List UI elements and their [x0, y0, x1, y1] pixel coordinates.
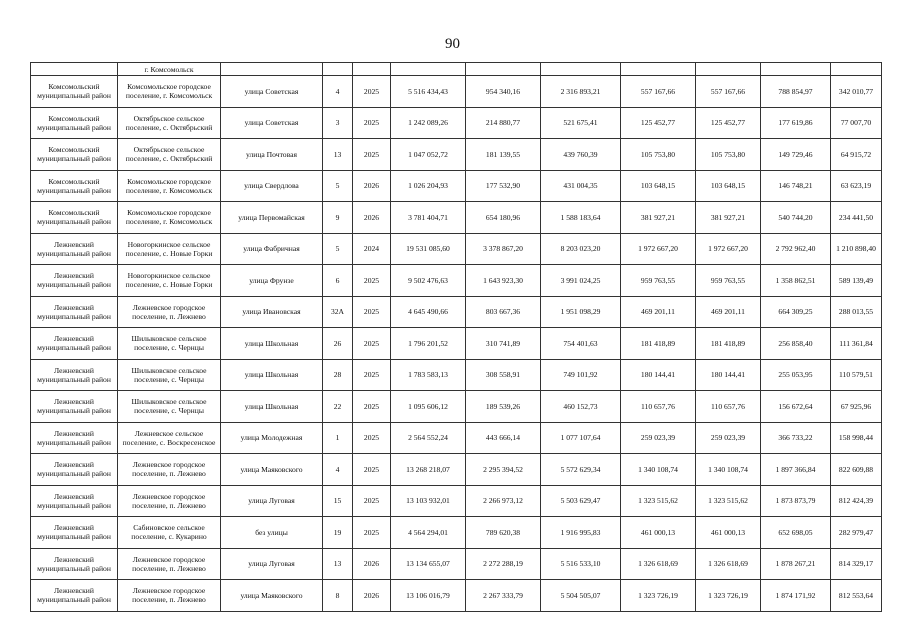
cell-cost-col-5: 1 323 515,62 — [696, 485, 761, 517]
cell-cost-col-4: 103 648,15 — [621, 170, 696, 202]
cell-settlement: Новогоркинское сельское поселение, с. Новые Горки — [118, 265, 221, 297]
cell-settlement: Шилыковское сельское поселение, с. Чернцы — [118, 328, 221, 360]
cell-district: Лежневский муниципальный район — [31, 580, 118, 612]
cell-year: 2026 — [353, 548, 391, 580]
cell-district — [31, 63, 118, 76]
table-row — [31, 170, 882, 202]
cell-house-number: 13 — [323, 548, 353, 580]
cell-cost-col-2: 2 295 394,52 — [466, 454, 541, 486]
cell-cost-col-3: 439 760,39 — [541, 139, 621, 171]
cell-street: улица Фрунзе — [221, 265, 323, 297]
cell-year: 2025 — [353, 76, 391, 108]
cell-cost-col-4: 110 657,76 — [621, 391, 696, 423]
table-row — [31, 391, 882, 423]
cell-house-number: 6 — [323, 265, 353, 297]
cell-district: Лежневский муниципальный район — [31, 359, 118, 391]
cell-settlement: Комсомольское городское поселение, г. Комсомольск — [118, 76, 221, 108]
cell-cost-col-5: 103 648,15 — [696, 170, 761, 202]
cell-cost-col-6: 1 358 862,51 — [761, 265, 831, 297]
cell-district: Комсомольский муниципальный район — [31, 107, 118, 139]
cell-cost-col-6: 366 733,22 — [761, 422, 831, 454]
cell-cost-col-7: 64 915,72 — [831, 139, 882, 171]
cell-district: Лежневский муниципальный район — [31, 517, 118, 549]
cell-year: 2024 — [353, 233, 391, 265]
cell-cost-col-5: 461 000,13 — [696, 517, 761, 549]
cell-cost-col-3: 1 916 995,83 — [541, 517, 621, 549]
cell-cost-col-2: 1 643 923,30 — [466, 265, 541, 297]
cell-cost-col-7: 111 361,84 — [831, 328, 882, 360]
table-row — [31, 517, 882, 549]
cell-cost-col-4: 469 201,11 — [621, 296, 696, 328]
cell-street: улица Школьная — [221, 391, 323, 423]
cell-street: улица Советская — [221, 76, 323, 108]
table-row — [31, 233, 882, 265]
cell-house-number: 9 — [323, 202, 353, 234]
cell-cost-col-7: 814 329,17 — [831, 548, 882, 580]
cell-cost-col-5: 1 972 667,20 — [696, 233, 761, 265]
cell-cost-col-4: 180 144,41 — [621, 359, 696, 391]
table-row — [31, 63, 882, 76]
cell-year: 2025 — [353, 422, 391, 454]
cell-cost-col-3: 1 077 107,64 — [541, 422, 621, 454]
cell-total-cost: 1 095 606,12 — [391, 391, 466, 423]
cell-cost-col-5: 125 452,77 — [696, 107, 761, 139]
table-row — [31, 328, 882, 360]
cell-total-cost: 3 781 404,71 — [391, 202, 466, 234]
cell-district: Лежневский муниципальный район — [31, 265, 118, 297]
cell-street: улица Школьная — [221, 359, 323, 391]
cell-street: улица Маяковского — [221, 454, 323, 486]
cell-house-number: 1 — [323, 422, 353, 454]
cell-cost-col-2: 2 266 973,12 — [466, 485, 541, 517]
cell-district: Лежневский муниципальный район — [31, 422, 118, 454]
cell-cost-col-2: 803 667,36 — [466, 296, 541, 328]
cell-cost-col-3: 754 401,63 — [541, 328, 621, 360]
cell-total-cost: 1 047 052,72 — [391, 139, 466, 171]
cell-cost-col-2: 189 539,26 — [466, 391, 541, 423]
table-row — [31, 422, 882, 454]
table-row — [31, 139, 882, 171]
cell-cost-col-7: 158 998,44 — [831, 422, 882, 454]
cell-cost-col-4: 1 340 108,74 — [621, 454, 696, 486]
cell-settlement: Октябрьское сельское поселение, с. Октябрьский — [118, 139, 221, 171]
cell-street: улица Ивановская — [221, 296, 323, 328]
cell-cost-col-3: 1 951 098,29 — [541, 296, 621, 328]
cell-cost-col-7: 822 609,88 — [831, 454, 882, 486]
table-row — [31, 107, 882, 139]
cell-cost-col-3: 460 152,73 — [541, 391, 621, 423]
cell-district: Комсомольский муниципальный район — [31, 202, 118, 234]
cell-house-number: 28 — [323, 359, 353, 391]
cell-house-number: 3 — [323, 107, 353, 139]
cell-cost-col-5: 259 023,39 — [696, 422, 761, 454]
cell-district: Лежневский муниципальный район — [31, 485, 118, 517]
cell-total-cost: 4 564 294,01 — [391, 517, 466, 549]
cell-district: Лежневский муниципальный район — [31, 548, 118, 580]
cell-house-number: 32А — [323, 296, 353, 328]
cell-cost-col-7: 812 424,39 — [831, 485, 882, 517]
cell-street: улица Первомайская — [221, 202, 323, 234]
cell-cost-col-6: 664 309,25 — [761, 296, 831, 328]
cell-cost-col-7 — [831, 63, 882, 76]
cell-cost-col-6 — [761, 63, 831, 76]
cell-cost-col-3: 2 316 893,21 — [541, 76, 621, 108]
cell-cost-col-2: 443 666,14 — [466, 422, 541, 454]
cell-cost-col-6: 177 619,86 — [761, 107, 831, 139]
cell-cost-col-3: 431 004,35 — [541, 170, 621, 202]
cell-cost-col-7: 77 007,70 — [831, 107, 882, 139]
cell-district: Лежневский муниципальный район — [31, 328, 118, 360]
cell-cost-col-2 — [466, 63, 541, 76]
table-row — [31, 296, 882, 328]
cell-cost-col-2: 2 272 288,19 — [466, 548, 541, 580]
cell-cost-col-4: 125 452,77 — [621, 107, 696, 139]
cell-settlement: Шилыковское сельское поселение, с. Чернцы — [118, 391, 221, 423]
cell-year: 2025 — [353, 359, 391, 391]
cell-cost-col-7: 812 553,64 — [831, 580, 882, 612]
cell-street: улица Луговая — [221, 548, 323, 580]
cell-settlement: Лежневское городское поселение, п. Лежнево — [118, 485, 221, 517]
cell-cost-col-4: 381 927,21 — [621, 202, 696, 234]
table-row — [31, 265, 882, 297]
cell-year: 2025 — [353, 391, 391, 423]
cell-cost-col-6: 1 873 873,79 — [761, 485, 831, 517]
cell-cost-col-4: 557 167,66 — [621, 76, 696, 108]
cell-cost-col-5 — [696, 63, 761, 76]
cell-street: без улицы — [221, 517, 323, 549]
cell-house-number: 26 — [323, 328, 353, 360]
cell-cost-col-7: 342 010,77 — [831, 76, 882, 108]
cell-settlement: Шилыковское сельское поселение, с. Чернцы — [118, 359, 221, 391]
cell-cost-col-6: 156 672,64 — [761, 391, 831, 423]
cell-total-cost: 5 516 434,43 — [391, 76, 466, 108]
cell-cost-col-7: 63 623,19 — [831, 170, 882, 202]
cell-cost-col-4: 259 023,39 — [621, 422, 696, 454]
cell-year: 2025 — [353, 296, 391, 328]
cell-district: Комсомольский муниципальный район — [31, 76, 118, 108]
cell-street: улица Фабричная — [221, 233, 323, 265]
table-row — [31, 359, 882, 391]
table-row — [31, 454, 882, 486]
cell-settlement: Лежневское городское поселение, п. Лежнево — [118, 548, 221, 580]
cell-year: 2026 — [353, 170, 391, 202]
cell-total-cost: 1 796 201,52 — [391, 328, 466, 360]
cell-settlement: Комсомольское городское поселение, г. Комсомольск — [118, 170, 221, 202]
cell-cost-col-5: 469 201,11 — [696, 296, 761, 328]
cell-year: 2025 — [353, 265, 391, 297]
cell-cost-col-5: 110 657,76 — [696, 391, 761, 423]
cell-cost-col-4: 959 763,55 — [621, 265, 696, 297]
cell-year: 2025 — [353, 139, 391, 171]
cell-cost-col-3: 5 504 505,07 — [541, 580, 621, 612]
cell-cost-col-3: 5 516 533,10 — [541, 548, 621, 580]
cell-street — [221, 63, 323, 76]
cell-district: Лежневский муниципальный район — [31, 391, 118, 423]
cell-year: 2025 — [353, 517, 391, 549]
cell-cost-col-6: 2 792 962,40 — [761, 233, 831, 265]
cell-cost-col-2: 789 620,38 — [466, 517, 541, 549]
cell-total-cost: 1 783 583,13 — [391, 359, 466, 391]
cell-total-cost: 13 134 655,07 — [391, 548, 466, 580]
cell-cost-col-7: 589 139,49 — [831, 265, 882, 297]
cell-house-number: 8 — [323, 580, 353, 612]
cell-cost-col-5: 1 340 108,74 — [696, 454, 761, 486]
cell-cost-col-6: 146 748,21 — [761, 170, 831, 202]
cell-cost-col-7: 110 579,51 — [831, 359, 882, 391]
cell-total-cost: 13 106 016,79 — [391, 580, 466, 612]
cell-cost-col-6: 255 053,95 — [761, 359, 831, 391]
cell-cost-col-6: 256 858,40 — [761, 328, 831, 360]
cell-settlement: г. Комсомольск — [118, 63, 221, 76]
cell-street: улица Луговая — [221, 485, 323, 517]
cell-cost-col-2: 214 880,77 — [466, 107, 541, 139]
cell-cost-col-6: 788 854,97 — [761, 76, 831, 108]
cell-cost-col-3: 8 203 023,20 — [541, 233, 621, 265]
cell-settlement: Лежневское городское поселение, п. Лежнево — [118, 296, 221, 328]
cell-total-cost: 1 026 204,93 — [391, 170, 466, 202]
cell-total-cost: 13 268 218,07 — [391, 454, 466, 486]
cell-cost-col-2: 310 741,89 — [466, 328, 541, 360]
cell-cost-col-2: 2 267 333,79 — [466, 580, 541, 612]
cell-cost-col-2: 954 340,16 — [466, 76, 541, 108]
cell-cost-col-6: 149 729,46 — [761, 139, 831, 171]
cell-year — [353, 63, 391, 76]
cell-cost-col-3: 749 101,92 — [541, 359, 621, 391]
cell-cost-col-3: 5 503 629,47 — [541, 485, 621, 517]
cell-cost-col-5: 180 144,41 — [696, 359, 761, 391]
cell-street: улица Молодежная — [221, 422, 323, 454]
cell-cost-col-6: 1 897 366,84 — [761, 454, 831, 486]
cell-total-cost: 13 103 932,01 — [391, 485, 466, 517]
cell-house-number — [323, 63, 353, 76]
cell-district: Комсомольский муниципальный район — [31, 170, 118, 202]
cell-cost-col-4 — [621, 63, 696, 76]
cell-settlement: Новогоркинское сельское поселение, с. Новые Горки — [118, 233, 221, 265]
cell-cost-col-4: 1 972 667,20 — [621, 233, 696, 265]
cell-cost-col-3: 1 588 183,64 — [541, 202, 621, 234]
table-row — [31, 76, 882, 108]
cell-house-number: 4 — [323, 76, 353, 108]
cell-district: Комсомольский муниципальный район — [31, 139, 118, 171]
cell-cost-col-5: 181 418,89 — [696, 328, 761, 360]
cell-total-cost: 9 502 476,63 — [391, 265, 466, 297]
table-row — [31, 580, 882, 612]
cell-street: улица Школьная — [221, 328, 323, 360]
page-number: 90 — [445, 36, 460, 52]
cell-cost-col-2: 654 180,96 — [466, 202, 541, 234]
cell-total-cost — [391, 63, 466, 76]
cell-house-number: 5 — [323, 233, 353, 265]
cell-house-number: 4 — [323, 454, 353, 486]
cell-house-number: 15 — [323, 485, 353, 517]
cell-cost-col-3 — [541, 63, 621, 76]
cell-cost-col-4: 1 326 618,69 — [621, 548, 696, 580]
cell-year: 2026 — [353, 580, 391, 612]
cell-total-cost: 1 242 089,26 — [391, 107, 466, 139]
cell-street: улица Почтовая — [221, 139, 323, 171]
cell-cost-col-6: 652 698,05 — [761, 517, 831, 549]
cell-settlement: Сабиновское сельское поселение, с. Кукарино — [118, 517, 221, 549]
cell-cost-col-2: 177 532,90 — [466, 170, 541, 202]
cell-cost-col-6: 1 874 171,92 — [761, 580, 831, 612]
cell-house-number: 19 — [323, 517, 353, 549]
cell-cost-col-7: 282 979,47 — [831, 517, 882, 549]
cell-cost-col-5: 1 323 726,19 — [696, 580, 761, 612]
cell-cost-col-5: 959 763,55 — [696, 265, 761, 297]
table-row — [31, 485, 882, 517]
cell-year: 2025 — [353, 107, 391, 139]
cell-house-number: 13 — [323, 139, 353, 171]
cell-settlement: Лежневское сельское поселение, с. Воскресенское — [118, 422, 221, 454]
cell-street: улица Свердлова — [221, 170, 323, 202]
cell-cost-col-2: 181 139,55 — [466, 139, 541, 171]
cell-house-number: 5 — [323, 170, 353, 202]
cell-district: Лежневский муниципальный район — [31, 233, 118, 265]
cell-cost-col-6: 540 744,20 — [761, 202, 831, 234]
cell-year: 2025 — [353, 328, 391, 360]
cell-cost-col-5: 105 753,80 — [696, 139, 761, 171]
cell-cost-col-4: 105 753,80 — [621, 139, 696, 171]
cell-cost-col-7: 288 013,55 — [831, 296, 882, 328]
cell-settlement: Лежневское городское поселение, п. Лежнево — [118, 580, 221, 612]
cell-settlement: Лежневское городское поселение, п. Лежнево — [118, 454, 221, 486]
cell-cost-col-4: 1 323 515,62 — [621, 485, 696, 517]
cell-year: 2025 — [353, 454, 391, 486]
cell-cost-col-5: 557 167,66 — [696, 76, 761, 108]
cell-year: 2025 — [353, 485, 391, 517]
cell-house-number: 22 — [323, 391, 353, 423]
cell-total-cost: 19 531 085,60 — [391, 233, 466, 265]
cell-cost-col-5: 381 927,21 — [696, 202, 761, 234]
cell-year: 2026 — [353, 202, 391, 234]
cell-district: Лежневский муниципальный район — [31, 296, 118, 328]
cell-district: Лежневский муниципальный район — [31, 454, 118, 486]
cell-cost-col-6: 1 878 267,21 — [761, 548, 831, 580]
cell-cost-col-5: 1 326 618,69 — [696, 548, 761, 580]
housing-repair-table — [30, 62, 882, 612]
table-row — [31, 202, 882, 234]
cell-cost-col-4: 461 000,13 — [621, 517, 696, 549]
cell-cost-col-3: 5 572 629,34 — [541, 454, 621, 486]
cell-settlement: Комсомольское городское поселение, г. Комсомольск — [118, 202, 221, 234]
cell-total-cost: 4 645 490,66 — [391, 296, 466, 328]
cell-cost-col-2: 3 378 867,20 — [466, 233, 541, 265]
cell-cost-col-3: 521 675,41 — [541, 107, 621, 139]
cell-cost-col-4: 1 323 726,19 — [621, 580, 696, 612]
cell-cost-col-3: 3 991 024,25 — [541, 265, 621, 297]
table-row — [31, 548, 882, 580]
cell-cost-col-7: 67 925,96 — [831, 391, 882, 423]
cell-cost-col-2: 308 558,91 — [466, 359, 541, 391]
cell-cost-col-7: 234 441,50 — [831, 202, 882, 234]
cell-street: улица Маяковского — [221, 580, 323, 612]
cell-cost-col-4: 181 418,89 — [621, 328, 696, 360]
cell-total-cost: 2 564 552,24 — [391, 422, 466, 454]
cell-settlement: Октябрьское сельское поселение, с. Октябрьский — [118, 107, 221, 139]
cell-cost-col-7: 1 210 898,40 — [831, 233, 882, 265]
cell-street: улица Советская — [221, 107, 323, 139]
